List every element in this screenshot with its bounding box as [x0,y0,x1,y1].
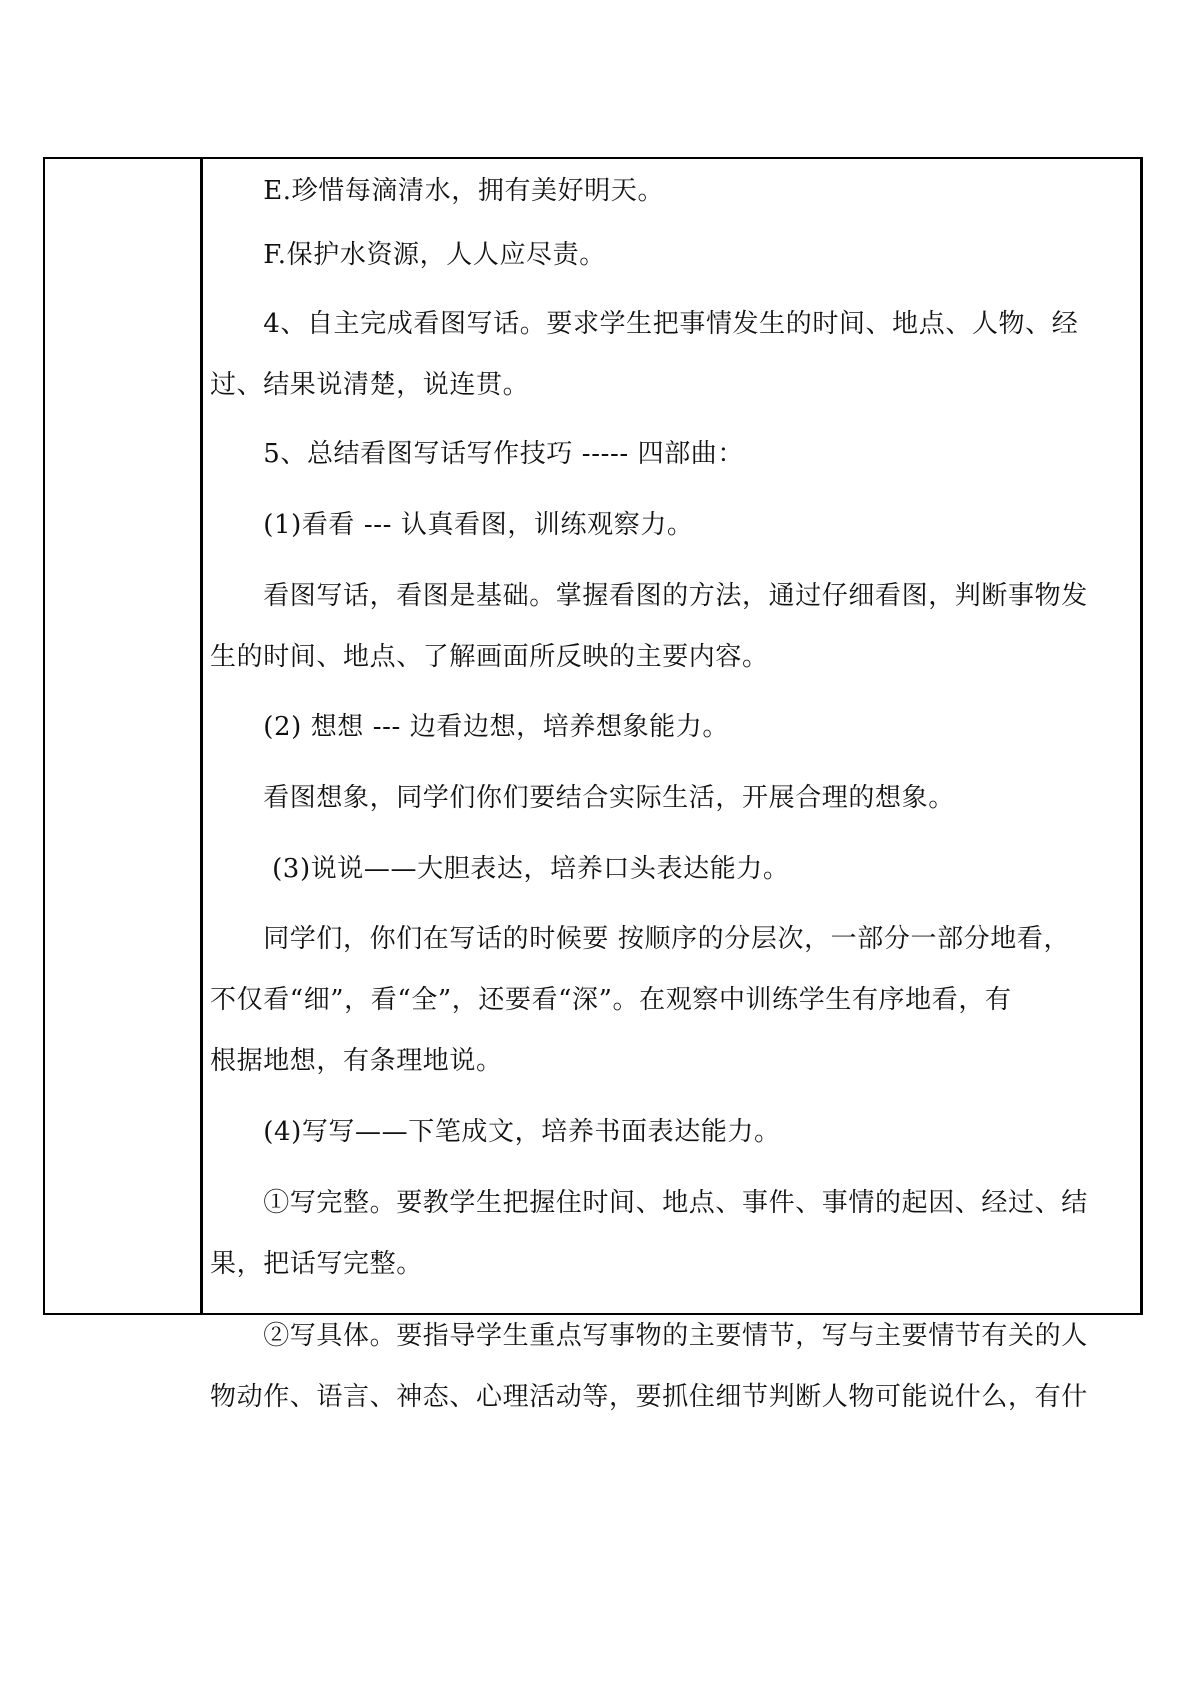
paragraph-option-f: F.保护水资源，人人应尽责。 [210,240,606,270]
paragraph-write-complete: ①写完整。要教学生把握住时间、地点、事件、事情的起因、经过、结 果，把话写完整。 [210,1188,1088,1279]
paragraph-step-4: 4、自主完成看图写话。要求学生把事情发生的时间、地点、人物、经 过、结果说清楚，说连贯。 [210,309,1079,400]
paragraph-option-e: E.珍惜每滴清水，拥有美好明天。 [210,176,665,206]
paragraph-think-detail: 看图想象，同学们你们要结合实际生活，开展合理的想象。 [210,783,955,813]
paragraph-look-detail: 看图写话，看图是基础。掌握看图的方法，通过仔细看图，判断事物发 生的时间、地点、了解画面所反映的主要内容。 [210,581,1088,672]
paragraph-write-specific-cont: 物动作、语言、神态、心理活动等，要抓住细节判断人物可能说什么，有什 [210,1382,1088,1412]
paragraph-look: (1)看看 --- 认真看图，训练观察力。 [210,510,694,540]
paragraph-think: (2) 想想 --- 边看边想，培养想象能力。 [210,712,729,742]
column-divider [200,159,203,1313]
paragraph-speak: (3)说说——大胆表达，培养口头表达能力。 [210,854,790,884]
paragraph-write-specific: ②写具体。要指导学生重点写事物的主要情节，写与主要情节有关的人 [210,1321,1088,1351]
document-table [43,157,1143,1412]
paragraph-step-5: 5、总结看图写话写作技巧 ----- 四部曲： [210,439,744,469]
paragraph-speak-detail: 同学们，你们在写话的时候要 按顺序的分层次，一部分一部分地看， 不仅看“细”，看“全”，还要看“深”。在观察中训练学生有序地看，有 根据地想，有条理地说。 [210,924,1071,1076]
paragraph-write: (4)写写——下笔成文，培养书面表达能力。 [210,1117,781,1147]
